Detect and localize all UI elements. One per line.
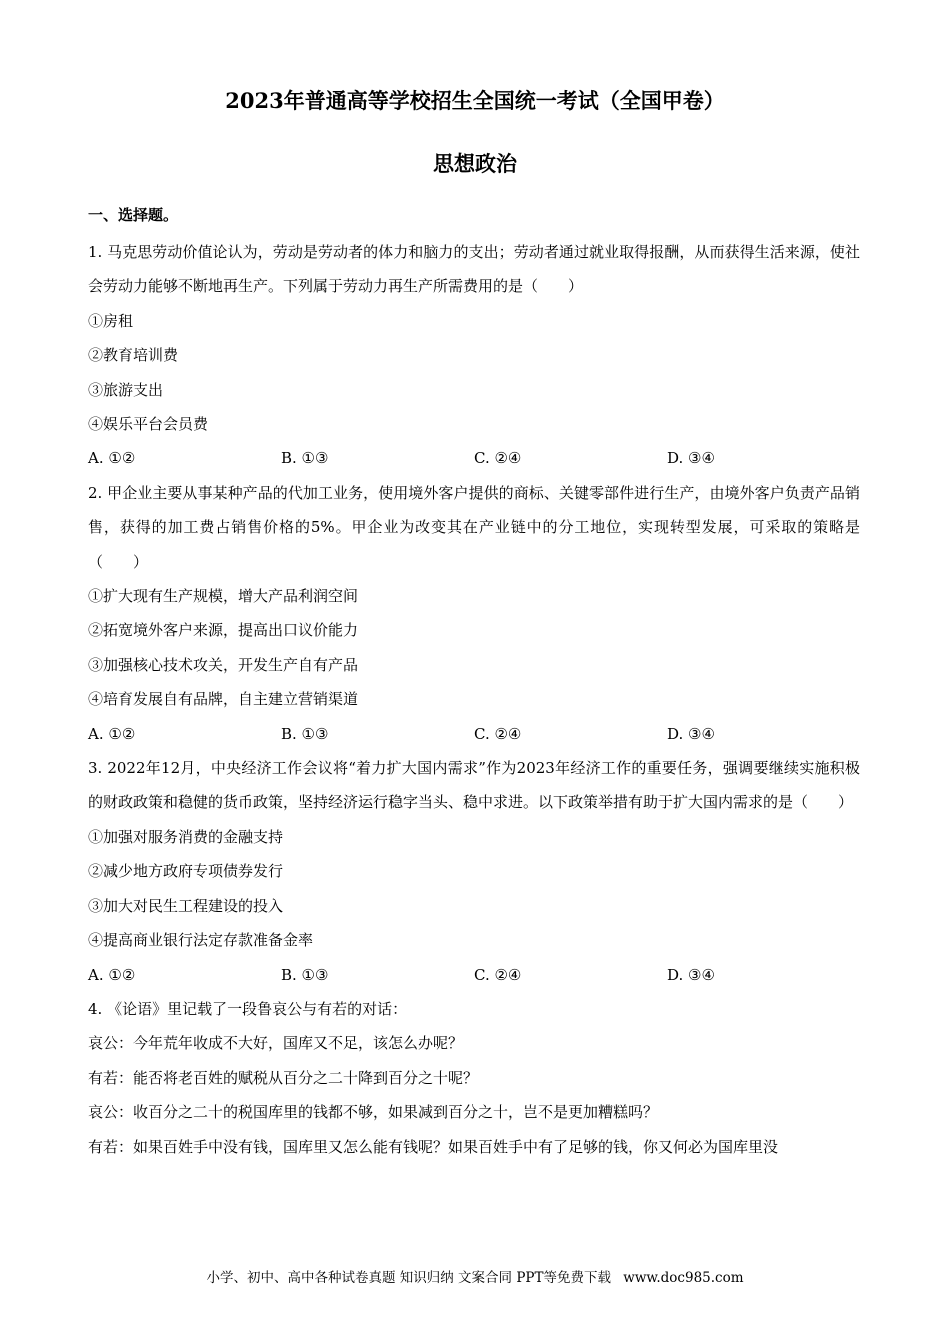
footer-text: 小学、初中、高中各种试卷真题 知识归纳 文案合同 PPT等免费下载 <box>206 1270 611 1286</box>
question-item: ④提高商业银行法定存款准备金率 <box>88 931 314 950</box>
subject-title: 思想政治 <box>433 151 517 176</box>
option-c: C. ②④ <box>474 724 522 743</box>
question-stem: 2. 甲企业主要从事某种产品的代加工业务，使用境外客户提供的商标、关键零部件进行生产，由境外客户负责产品销售，获得的加工费占销售价格的5%。甲企业为改变其在产业链中的分工地位，实现转型发展，可采取的策略是（ ） <box>88 483 860 571</box>
dialogue-line: 有若：如果百姓手中没有钱，国库里又怎么能有钱呢？如果百姓手中有了足够的钱，你又何必为国库里没 <box>88 1137 779 1156</box>
answer-options <box>88 717 860 751</box>
question-item: ①扩大现有生产规模，增大产品利润空间 <box>88 587 359 606</box>
dialogue-line: 哀公：今年荒年收成不大好，国库又不足，该怎么办呢？ <box>88 1034 464 1053</box>
option-a: A. ①② <box>88 965 136 984</box>
option-c: C. ②④ <box>474 449 522 468</box>
question-stem: 1. 马克思劳动价值论认为，劳动是劳动者的体力和脑力的支出；劳动者通过就业取得报酬，从而获得生活来源，使社会劳动力能够不断地再生产。下列属于劳动力再生产所需费用的是（ ） <box>88 243 860 296</box>
question-item: ③加大对民生工程建设的投入 <box>88 896 284 915</box>
question-stem: 4. 《论语》里记载了一段鲁哀公与有若的对话： <box>88 999 408 1018</box>
question-item: ③加强核心技术攻关，开发生产自有产品 <box>88 655 359 674</box>
option-c: C. ②④ <box>474 965 522 984</box>
section-heading: 一、选择题。 <box>88 206 179 224</box>
answer-options <box>88 441 860 475</box>
question-stem: 3. 2022年12月，中央经济工作会议将“着力扩大国内需求”作为2023年经济工作的重要任务，强调要继续实施积极的财政政策和稳健的货币政策，坚持经济运行稳字当头、稳中求进。以下政策举措有助于扩大国内需求的是（ ） <box>88 759 860 812</box>
question-item: ③旅游支出 <box>88 380 164 399</box>
dialogue-line: 有若：能否将老百姓的赋税从百分之二十降到百分之十呢？ <box>88 1068 479 1087</box>
question-item: ②教育培训费 <box>88 346 179 365</box>
page-footer <box>0 1268 950 1288</box>
option-d: D. ③④ <box>667 965 715 984</box>
question-item: ①房租 <box>88 311 134 330</box>
question-2 <box>88 476 860 751</box>
dialogue-line: 哀公：收百分之二十的税国库里的钱都不够，如果减到百分之十，岂不是更加糟糕吗？ <box>88 1103 659 1122</box>
question-1 <box>88 235 860 476</box>
question-item: ④娱乐平台会员费 <box>88 415 209 434</box>
question-item: ④培育发展自有品牌，自主建立营销渠道 <box>88 690 359 709</box>
option-d: D. ③④ <box>667 724 715 743</box>
question-3 <box>88 751 860 992</box>
question-item: ②减少地方政府专项债券发行 <box>88 862 284 881</box>
question-list <box>88 235 860 1164</box>
footer-link[interactable]: www.doc985.com <box>623 1270 744 1286</box>
option-b: B. ①③ <box>281 449 329 468</box>
option-b: B. ①③ <box>281 965 329 984</box>
option-b: B. ①③ <box>281 724 329 743</box>
exam-title: 2023年普通高等学校招生全国统一考试（全国甲卷） <box>225 88 725 113</box>
option-a: A. ①② <box>88 449 136 468</box>
question-4 <box>88 992 860 1164</box>
option-d: D. ③④ <box>667 449 715 468</box>
question-item: ②拓宽境外客户来源，提高出口议价能力 <box>88 621 359 640</box>
answer-options <box>88 958 860 992</box>
question-item: ①加强对服务消费的金融支持 <box>88 827 284 846</box>
option-a: A. ①② <box>88 724 136 743</box>
